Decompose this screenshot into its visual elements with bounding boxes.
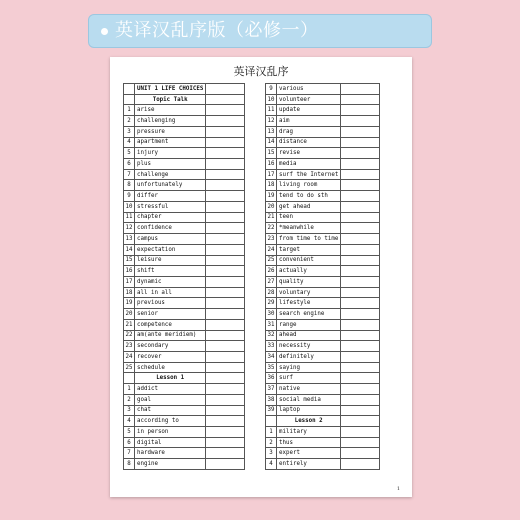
row-number: 30	[266, 309, 277, 320]
vocab-row	[124, 298, 245, 309]
row-number: 10	[124, 201, 135, 212]
answer-blank	[206, 94, 245, 105]
vocab-row	[266, 330, 380, 341]
vocab-row	[266, 94, 380, 105]
row-number: 9	[124, 191, 135, 202]
answer-blank	[341, 373, 380, 384]
vocab-word: challenge	[135, 169, 206, 180]
vocab-row	[124, 362, 245, 373]
vocab-word: search engine	[277, 309, 341, 320]
row-number: 25	[124, 362, 135, 373]
vocab-word: goal	[135, 394, 206, 405]
row-number: 37	[266, 384, 277, 395]
vocab-row	[266, 212, 380, 223]
answer-blank	[206, 351, 245, 362]
row-number: 8	[124, 180, 135, 191]
vocab-row	[124, 137, 245, 148]
vocab-word: revise	[277, 148, 341, 159]
row-number: 16	[266, 159, 277, 170]
vocab-word: quality	[277, 276, 341, 287]
answer-blank	[341, 148, 380, 159]
vocab-word: confidence	[135, 223, 206, 234]
row-number: 38	[266, 394, 277, 405]
vocab-row	[124, 276, 245, 287]
answer-blank	[341, 169, 380, 180]
vocab-row	[266, 394, 380, 405]
vocab-row	[124, 405, 245, 416]
answer-blank	[206, 287, 245, 298]
vocab-word: campus	[135, 234, 206, 245]
row-number: 7	[124, 448, 135, 459]
vocab-row	[266, 244, 380, 255]
vocab-word: laptop	[277, 405, 341, 416]
vocab-word: update	[277, 105, 341, 116]
section-heading-row	[124, 84, 245, 95]
vocab-row	[266, 159, 380, 170]
vocab-word: addict	[135, 384, 206, 395]
answer-blank	[341, 405, 380, 416]
vocab-row	[266, 298, 380, 309]
answer-blank	[206, 223, 245, 234]
row-number: 24	[266, 244, 277, 255]
row-number: 12	[124, 223, 135, 234]
vocab-word: surf the Internet	[277, 169, 341, 180]
row-number	[124, 373, 135, 384]
vocab-word: leisure	[135, 255, 206, 266]
answer-blank	[341, 180, 380, 191]
answer-blank	[206, 212, 245, 223]
row-number: 22	[266, 223, 277, 234]
vocab-word: shift	[135, 266, 206, 277]
answer-blank	[341, 362, 380, 373]
vocab-row	[266, 448, 380, 459]
answer-blank	[341, 448, 380, 459]
vocab-row	[124, 448, 245, 459]
vocab-row	[266, 223, 380, 234]
vocab-row	[266, 169, 380, 180]
answer-blank	[341, 437, 380, 448]
vocab-word: hardware	[135, 448, 206, 459]
answer-blank	[341, 384, 380, 395]
row-number: 25	[266, 255, 277, 266]
vocab-row	[266, 384, 380, 395]
vocab-row	[266, 405, 380, 416]
answer-blank	[341, 341, 380, 352]
vocab-row	[124, 126, 245, 137]
vocab-word: tend to do sth	[277, 191, 341, 202]
vocab-word: plus	[135, 159, 206, 170]
row-number: 22	[124, 330, 135, 341]
vocab-row	[266, 351, 380, 362]
vocab-word: *meanwhile	[277, 223, 341, 234]
row-number: 14	[124, 244, 135, 255]
vocab-word: chat	[135, 405, 206, 416]
vocab-word: chapter	[135, 212, 206, 223]
answer-blank	[206, 244, 245, 255]
vocab-word: definitely	[277, 351, 341, 362]
vocab-row	[266, 373, 380, 384]
vocab-row	[124, 255, 245, 266]
row-number: 12	[266, 116, 277, 127]
vocab-row	[124, 105, 245, 116]
row-number: 11	[266, 105, 277, 116]
answer-blank	[341, 191, 380, 202]
vocab-row	[124, 159, 245, 170]
row-number	[124, 94, 135, 105]
vocab-row	[124, 330, 245, 341]
vocab-row	[124, 437, 245, 448]
vocab-row	[124, 459, 245, 470]
row-number	[124, 84, 135, 95]
row-number: 6	[124, 159, 135, 170]
vocab-word: ahead	[277, 330, 341, 341]
vocab-word: injury	[135, 148, 206, 159]
vocab-row	[266, 148, 380, 159]
answer-blank	[206, 416, 245, 427]
vocab-word: target	[277, 244, 341, 255]
vocab-word: actually	[277, 266, 341, 277]
answer-blank	[206, 319, 245, 330]
vocab-word: digital	[135, 437, 206, 448]
answer-blank	[341, 276, 380, 287]
vocab-row	[266, 362, 380, 373]
vocab-row	[266, 341, 380, 352]
vocab-word: various	[277, 84, 341, 95]
vocab-word: media	[277, 159, 341, 170]
vocab-row	[124, 212, 245, 223]
vocab-row	[266, 287, 380, 298]
vocab-row	[266, 191, 380, 202]
vocab-row	[266, 116, 380, 127]
row-number: 34	[266, 351, 277, 362]
answer-blank	[206, 362, 245, 373]
section-heading: Topic Talk	[135, 94, 206, 105]
vocab-word: expectation	[135, 244, 206, 255]
row-number: 10	[266, 94, 277, 105]
answer-blank	[206, 384, 245, 395]
row-number: 27	[266, 276, 277, 287]
row-number	[266, 416, 277, 427]
vocab-word: challenging	[135, 116, 206, 127]
answer-blank	[341, 84, 380, 95]
vocab-word: convenient	[277, 255, 341, 266]
vocab-row	[124, 384, 245, 395]
answer-blank	[206, 373, 245, 384]
vocab-word: volunteer	[277, 94, 341, 105]
answer-blank	[206, 427, 245, 438]
vocab-row	[124, 266, 245, 277]
row-number: 7	[124, 169, 135, 180]
row-number: 35	[266, 362, 277, 373]
vocab-row	[124, 223, 245, 234]
vocab-row	[266, 437, 380, 448]
vocab-word: dynamic	[135, 276, 206, 287]
vocab-row	[266, 459, 380, 470]
vocab-row	[266, 105, 380, 116]
row-number: 26	[266, 266, 277, 277]
vocab-word: secondary	[135, 341, 206, 352]
vocab-word: engine	[135, 459, 206, 470]
vocab-word: according to	[135, 416, 206, 427]
row-number: 2	[124, 394, 135, 405]
answer-blank	[206, 341, 245, 352]
vocab-word: arise	[135, 105, 206, 116]
vocab-word: schedule	[135, 362, 206, 373]
vocab-row	[266, 234, 380, 245]
vocab-row	[266, 319, 380, 330]
answer-blank	[206, 330, 245, 341]
vocab-row	[124, 234, 245, 245]
vocab-row	[124, 116, 245, 127]
section-heading: Lesson 1	[135, 373, 206, 384]
row-number: 5	[124, 148, 135, 159]
answer-blank	[206, 84, 245, 95]
answer-blank	[206, 191, 245, 202]
vocab-word: aim	[277, 116, 341, 127]
vocab-word: native	[277, 384, 341, 395]
row-number: 16	[124, 266, 135, 277]
vocab-row	[266, 266, 380, 277]
vocab-row	[266, 126, 380, 137]
answer-blank	[206, 116, 245, 127]
answer-blank	[341, 416, 380, 427]
row-number: 13	[266, 126, 277, 137]
vocab-row	[124, 394, 245, 405]
answer-blank	[341, 234, 380, 245]
answer-blank	[341, 212, 380, 223]
vocab-row	[124, 287, 245, 298]
vocab-word: stressful	[135, 201, 206, 212]
row-number: 2	[124, 116, 135, 127]
vocab-row	[124, 191, 245, 202]
left-vocab-table	[123, 83, 245, 470]
answer-blank	[341, 287, 380, 298]
row-number: 20	[266, 201, 277, 212]
vocab-word: previous	[135, 298, 206, 309]
vocab-row	[124, 319, 245, 330]
vocab-word: drag	[277, 126, 341, 137]
vocab-word: all in all	[135, 287, 206, 298]
row-number: 3	[124, 405, 135, 416]
vocab-word: get ahead	[277, 201, 341, 212]
section-heading-row	[124, 94, 245, 105]
vocab-word: social media	[277, 394, 341, 405]
worksheet-page	[110, 57, 412, 497]
vocab-row	[266, 180, 380, 191]
answer-blank	[206, 276, 245, 287]
answer-blank	[341, 244, 380, 255]
answer-blank	[206, 180, 245, 191]
answer-blank	[341, 116, 380, 127]
vocab-word: teen	[277, 212, 341, 223]
row-number: 1	[266, 427, 277, 438]
answer-blank	[206, 266, 245, 277]
answer-blank	[341, 137, 380, 148]
vocab-word: voluntary	[277, 287, 341, 298]
vocab-row	[266, 309, 380, 320]
answer-blank	[341, 126, 380, 137]
vocab-word: living room	[277, 180, 341, 191]
vocab-row	[266, 137, 380, 148]
vocab-row	[124, 427, 245, 438]
answer-blank	[341, 309, 380, 320]
vocab-row	[124, 201, 245, 212]
row-number: 36	[266, 373, 277, 384]
row-number: 31	[266, 319, 277, 330]
vocab-word: competence	[135, 319, 206, 330]
answer-blank	[341, 159, 380, 170]
row-number: 19	[266, 191, 277, 202]
answer-blank	[341, 94, 380, 105]
answer-blank	[206, 394, 245, 405]
answer-blank	[341, 223, 380, 234]
row-number: 6	[124, 437, 135, 448]
answer-blank	[341, 298, 380, 309]
vocab-word: saying	[277, 362, 341, 373]
vocab-row	[124, 351, 245, 362]
vocab-word: expert	[277, 448, 341, 459]
row-number: 11	[124, 212, 135, 223]
page-number: 1	[396, 486, 400, 492]
row-number: 4	[124, 137, 135, 148]
row-number: 4	[266, 459, 277, 470]
vocab-word: lifestyle	[277, 298, 341, 309]
answer-blank	[206, 148, 245, 159]
title-banner	[88, 14, 432, 48]
answer-blank	[341, 255, 380, 266]
row-number: 8	[124, 459, 135, 470]
answer-blank	[206, 234, 245, 245]
row-number: 17	[124, 276, 135, 287]
section-heading: UNIT 1 LIFE CHOICES	[135, 84, 206, 95]
row-number: 9	[266, 84, 277, 95]
answer-blank	[341, 319, 380, 330]
section-heading-row	[266, 416, 380, 427]
vocab-word: necessity	[277, 341, 341, 352]
vocab-word: in person	[135, 427, 206, 438]
answer-blank	[206, 298, 245, 309]
answer-blank	[341, 459, 380, 470]
vocab-row	[266, 255, 380, 266]
vocab-word: entirely	[277, 459, 341, 470]
row-number: 13	[124, 234, 135, 245]
row-number: 3	[124, 126, 135, 137]
vocab-row	[124, 244, 245, 255]
vocab-word: distance	[277, 137, 341, 148]
vocab-word: military	[277, 427, 341, 438]
row-number: 18	[266, 180, 277, 191]
answer-blank	[341, 330, 380, 341]
answer-blank	[206, 169, 245, 180]
answer-blank	[206, 126, 245, 137]
answer-blank	[206, 201, 245, 212]
row-number: 39	[266, 405, 277, 416]
vocab-word: from time to time	[277, 234, 341, 245]
answer-blank	[206, 437, 245, 448]
right-vocab-table	[265, 83, 380, 470]
vocab-word: apartment	[135, 137, 206, 148]
vocab-word: thus	[277, 437, 341, 448]
answer-blank	[206, 255, 245, 266]
answer-blank	[206, 137, 245, 148]
answer-blank	[206, 309, 245, 320]
vocab-row	[266, 427, 380, 438]
answer-blank	[341, 351, 380, 362]
vocab-row	[124, 148, 245, 159]
bullet-dot-icon	[101, 28, 108, 35]
row-number: 4	[124, 416, 135, 427]
vocab-row	[266, 84, 380, 95]
row-number: 32	[266, 330, 277, 341]
row-number: 2	[266, 437, 277, 448]
answer-blank	[206, 105, 245, 116]
answer-blank	[206, 459, 245, 470]
vocab-word: recover	[135, 351, 206, 362]
row-number: 21	[124, 319, 135, 330]
answer-blank	[341, 201, 380, 212]
row-number: 15	[124, 255, 135, 266]
vocab-word: am(ante meridiem)	[135, 330, 206, 341]
answer-blank	[341, 105, 380, 116]
row-number: 23	[124, 341, 135, 352]
row-number: 28	[266, 287, 277, 298]
vocab-row	[124, 180, 245, 191]
section-heading-row	[124, 373, 245, 384]
answer-blank	[206, 159, 245, 170]
row-number: 21	[266, 212, 277, 223]
row-number: 20	[124, 309, 135, 320]
row-number: 24	[124, 351, 135, 362]
vocab-row	[124, 309, 245, 320]
row-number: 5	[124, 427, 135, 438]
vocab-row	[124, 416, 245, 427]
row-number: 33	[266, 341, 277, 352]
row-number: 15	[266, 148, 277, 159]
worksheet-title: 英译汉乱序	[233, 65, 289, 78]
section-heading: Lesson 2	[277, 416, 341, 427]
answer-blank	[341, 266, 380, 277]
row-number: 14	[266, 137, 277, 148]
vocab-word: surf	[277, 373, 341, 384]
row-number: 23	[266, 234, 277, 245]
row-number: 1	[124, 384, 135, 395]
vocab-word: pressure	[135, 126, 206, 137]
vocab-word: differ	[135, 191, 206, 202]
answer-blank	[206, 448, 245, 459]
vocab-word: range	[277, 319, 341, 330]
vocab-row	[266, 276, 380, 287]
vocab-row	[124, 169, 245, 180]
vocab-word: unfortunately	[135, 180, 206, 191]
banner-title: 英译汉乱序版（必修一）	[115, 20, 319, 41]
answer-blank	[206, 405, 245, 416]
vocab-row	[124, 341, 245, 352]
row-number: 1	[124, 105, 135, 116]
row-number: 18	[124, 287, 135, 298]
answer-blank	[341, 427, 380, 438]
row-number: 17	[266, 169, 277, 180]
vocab-row	[266, 201, 380, 212]
row-number: 3	[266, 448, 277, 459]
row-number: 29	[266, 298, 277, 309]
vocab-word: senior	[135, 309, 206, 320]
answer-blank	[341, 394, 380, 405]
row-number: 19	[124, 298, 135, 309]
